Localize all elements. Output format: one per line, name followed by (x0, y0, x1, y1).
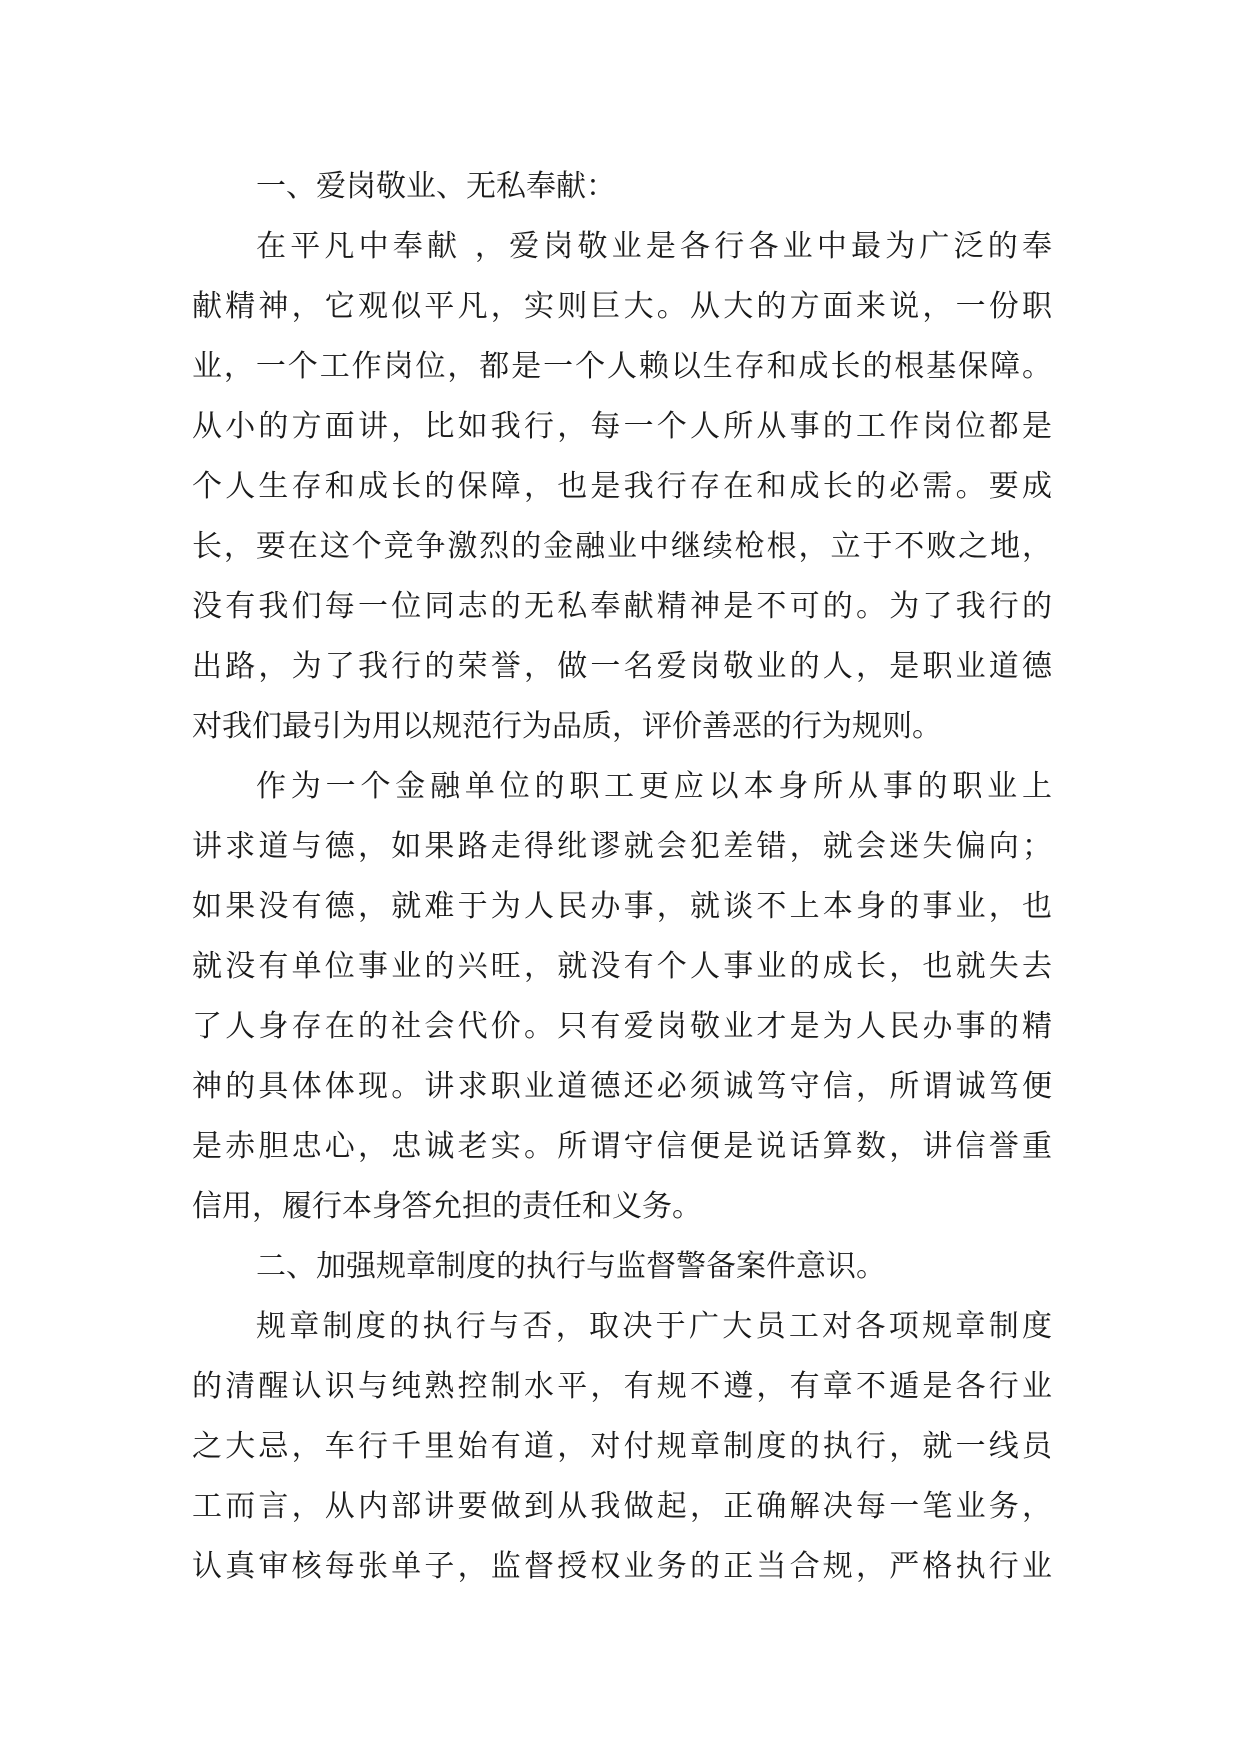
paragraph-line: 长，要在这个竞争激烈的金融业中继续枪根，立于不败之地， (192, 529, 1052, 564)
paragraph-line: 就没有单位事业的兴旺，就没有个人事业的成长，也就失去 (192, 949, 1052, 984)
paragraph-line: 献精神，它观似平凡，实则巨大。从大的方面来说，一份职 (192, 289, 1052, 324)
paragraph-line: 神的具体体现。讲求职业道德还必须诚笃守信，所谓诚笃便 (192, 1069, 1052, 1104)
paragraph-line: 讲求道与德，如果路走得纰谬就会犯差错，就会迷失偏向； (192, 829, 1052, 864)
heading-section-2: 二、加强规章制度的执行与监督警备案件意识。 (256, 1249, 886, 1284)
paragraph-line: 如果没有德，就难于为人民办事，就谈不上本身的事业，也 (192, 889, 1052, 924)
paragraph-line: 个人生存和成长的保障，也是我行存在和成长的必需。要成 (192, 469, 1052, 504)
paragraph-line: 是赤胆忠心，忠诚老实。所谓守信便是说话算数，讲信誉重 (192, 1129, 1052, 1164)
paragraph-line: 作为一个金融单位的职工更应以本身所从事的职业上 (256, 769, 1052, 804)
paragraph-line: 业，一个工作岗位，都是一个人赖以生存和成长的根基保障。 (192, 349, 1052, 384)
paragraph-line: 在平凡中奉献 ，爱岗敬业是各行各业中最为广泛的奉 (256, 229, 1052, 264)
paragraph-line: 之大忌，车行千里始有道，对付规章制度的执行，就一线员 (192, 1429, 1052, 1464)
paragraph-line: 工而言，从内部讲要做到从我做起，正确解决每一笔业务， (192, 1489, 1052, 1524)
paragraph-line: 认真审核每张单子，监督授权业务的正当合规，严格执行业 (192, 1549, 1052, 1584)
paragraph-line: 从小的方面讲，比如我行，每一个人所从事的工作岗位都是 (192, 409, 1052, 444)
heading-section-1: 一、爱岗敬业、无私奉献： (256, 169, 616, 204)
paragraph-line: 没有我们每一位同志的无私奉献精神是不可的。为了我行的 (192, 589, 1052, 624)
paragraph-line: 出路，为了我行的荣誉，做一名爱岗敬业的人，是职业道德 (192, 649, 1052, 684)
paragraph-line: 对我们最引为用以规范行为品质，评价善恶的行为规则。 (192, 709, 942, 744)
paragraph-line: 了人身存在的社会代价。只有爱岗敬业才是为人民办事的精 (192, 1009, 1052, 1044)
paragraph-line: 信用，履行本身答允担的责任和义务。 (192, 1189, 702, 1224)
paragraph-line: 的清醒认识与纯熟控制水平，有规不遵，有章不遁是各行业 (192, 1369, 1052, 1404)
paragraph-line: 规章制度的执行与否，取决于广大员工对各项规章制度 (256, 1309, 1052, 1344)
